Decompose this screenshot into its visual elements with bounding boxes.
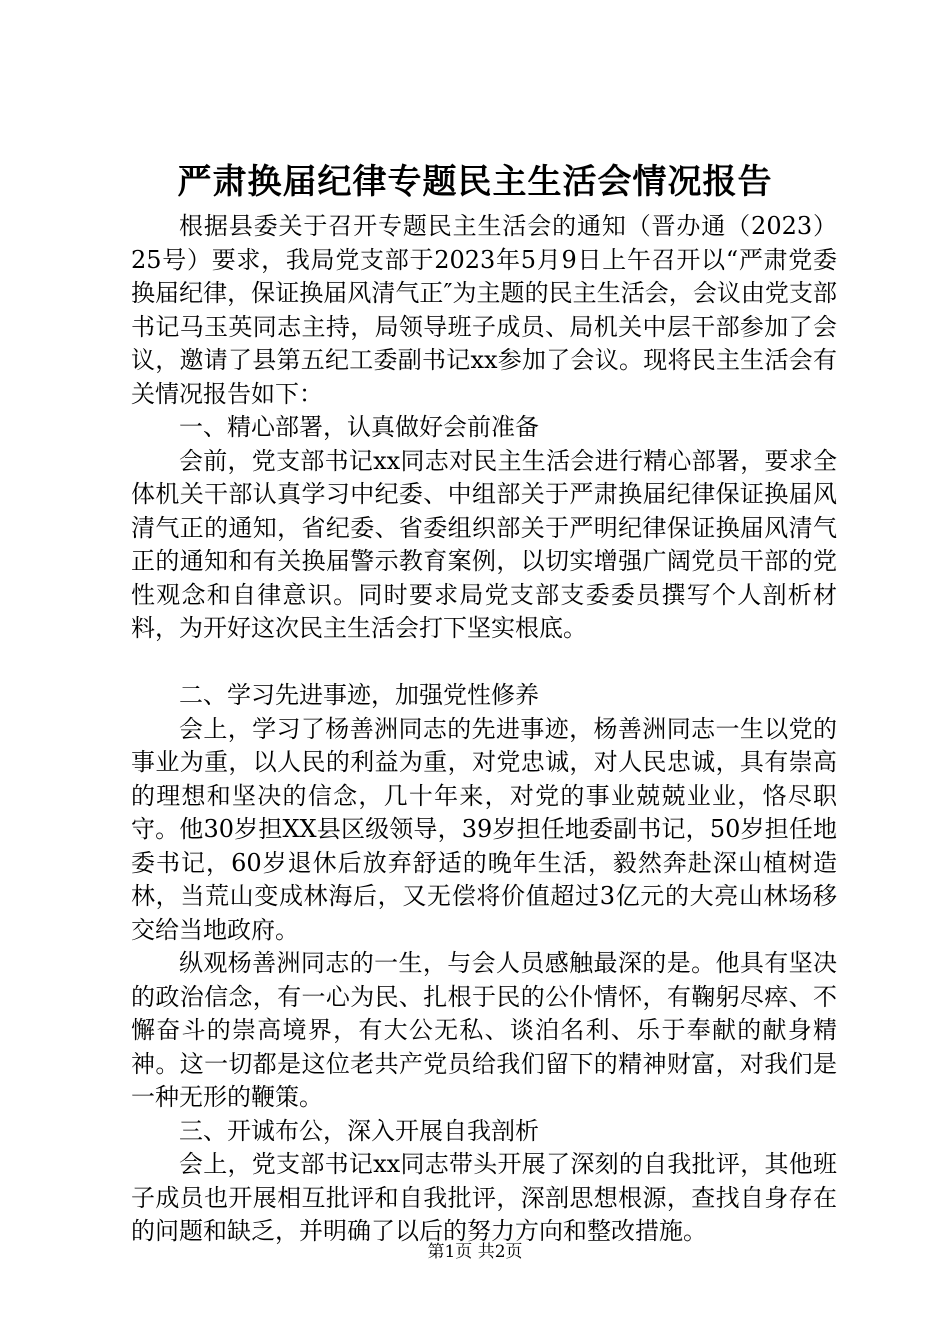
paragraph-spacer: [131, 646, 837, 680]
section-heading-1: 一、精心部署，认真做好会前准备: [179, 413, 539, 441]
section-heading-3: 三、开诚布公，深入开展自我剖析: [179, 1116, 539, 1145]
paragraph-section-1: 会前，党支部书记xx同志对民主生活会进行精心部署，要求全体机关干部认真学习中纪委、中组部关于严肃换届纪律保证换届风清气正的通知，省纪委、省委组织部关于严明纪律保证换届风清气正的通知和有关换届警示教育案例，以切实增强广阔党员干部的党性观念和自律意识。同时要求局党支部支委委员撰写个人剖析材料，为开好这次民主生活会打下坚实根底。: [131, 446, 837, 642]
paragraph-intro: 根据县委关于召开专题民主生活会的通知（晋办通（2023）25号）要求，我局党支部于2023年5月9日上午召开以“严肃党委换届纪律，保证换届风清气正″为主题的民主生活会，会议由党支部书记马玉英同志主持，局领导班子成员、局机关中层干部参加了会议，邀请了县第五纪工委副书记xx参加了会议。现将民主生活会有关情况报告如下：: [131, 212, 837, 408]
paragraph-section-2b: 纵观杨善洲同志的一生，与会人员感触最深的是。他具有坚决的政治信念，有一心为民、扎根于民的公仆情怀，有鞠躬尽瘁、不懈奋斗的崇高境界，有大公无私、谈泊名利、乐于奉献的献身精神。这一切都是这位老共产党员给我们留下的精神财富，对我们是一种无形的鞭策。: [131, 949, 837, 1111]
section-heading-2: 二、学习先进事迹，加强党性修养: [179, 681, 539, 709]
document-body: [131, 210, 837, 1249]
paragraph-section-3: 会上，党支部书记xx同志带头开展了深刻的自我批评，其他班子成员也开展相互批评和自我批评，深剖思想根源，查找自身存在的问题和缺乏，并明确了以后的努力方向和整改措施。: [131, 1150, 837, 1245]
page-number-footer: 第1页 共2页: [427, 1242, 523, 1262]
document-title: 严肃换届纪律专题民主生活会情况报告: [177, 162, 773, 202]
paragraph-section-2a: 会上，学习了杨善洲同志的先进事迹，杨善洲同志一生以党的事业为重，以人民的利益为重，对党忠诚，对人民忠诚，具有崇高的理想和坚决的信念，几十年来，对党的事业兢兢业业，恪尽职守。他30岁担XX县区级领导，39岁担任地委副书记，50岁担任地委书记，60岁退休后放弃舒适的晚年生活，毅然奔赴深山植树造林，当荒山变成林海后，又无偿将价值超过3亿元的大亮山林场移交给当地政府。: [131, 714, 837, 944]
